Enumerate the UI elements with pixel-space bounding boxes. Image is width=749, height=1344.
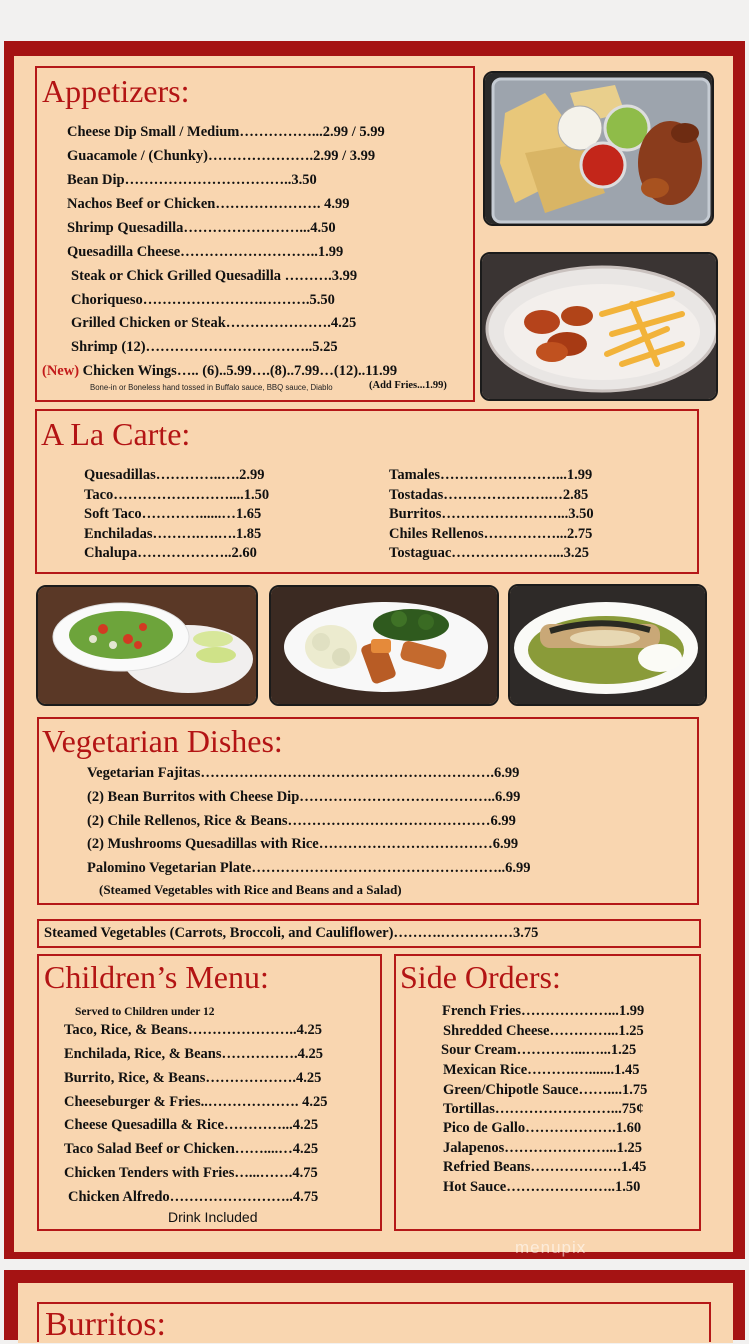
a-la-carte-item: Tostadas………………….…2.85 <box>389 487 589 503</box>
vegetarian-item: Vegetarian Fajitas…………………………………………………….6.99 <box>87 765 520 781</box>
new-tag: (New) <box>42 363 80 379</box>
appetizer-item: Shrimp (12)……………………………..5.25 <box>71 339 338 355</box>
a-la-carte-item: Burritos……………………...3.50 <box>389 506 594 522</box>
a-la-carte-item: Chalupa………………..2.60 <box>84 545 257 561</box>
vegetarian-item: (2) Mushrooms Quesadillas with Rice………………………………6.99 <box>87 836 519 852</box>
a-la-carte-title: A La Carte: <box>41 416 191 452</box>
side-item: Sour Cream…………...…...1.25 <box>441 1042 637 1058</box>
a-la-carte-item: Chiles Rellenos……………...2.75 <box>389 526 593 542</box>
appetizer-item: Guacamole / (Chunky)………………….2.99 / 3.99 <box>67 148 376 164</box>
enchiladas-photo <box>508 584 707 706</box>
appetizer-item: Quesadilla Cheese………………………..1.99 <box>67 244 344 260</box>
side-item: Tortillas……………………...75¢ <box>443 1101 644 1117</box>
childrens-item: Cheeseburger & Fries..………………. 4.25 <box>64 1094 328 1110</box>
side-item: Pico de Gallo……………….1.60 <box>443 1120 642 1136</box>
steamed-vegetables-item: Steamed Vegetables (Carrots, Broccoli, and Cauliflower)……….……………3.75 <box>44 925 539 941</box>
side-orders-title: Side Orders: <box>400 959 561 995</box>
drink-included-note: Drink Included <box>168 1209 258 1225</box>
pico-de-gallo-photo <box>36 585 258 706</box>
chicken-wings-line <box>42 363 397 380</box>
a-la-carte-item: Soft Taco…………......…1.65 <box>84 506 262 522</box>
a-la-carte-item: Enchiladas……….….….1.85 <box>84 526 262 542</box>
appetizer-item: Shrimp Quesadilla……………………...4.50 <box>67 220 336 236</box>
childrens-item: Burrito, Rice, & Beans……………….4.25 <box>64 1070 322 1086</box>
a-la-carte-item: Tamales……………………...1.99 <box>389 467 593 483</box>
a-la-carte-item: Taco……………………....1.50 <box>84 487 270 503</box>
side-item: Shredded Cheese…………...1.25 <box>443 1023 644 1039</box>
childrens-menu-title: Children’s Menu: <box>44 959 269 995</box>
grilled-chicken-veg-photo <box>269 585 499 706</box>
vegetarian-item: (2) Chile Rellenos, Rice & Beans……………………………………6.99 <box>87 813 516 829</box>
side-item: French Fries………………...1.99 <box>442 1003 645 1019</box>
appetizer-item: Bean Dip……………………………..3.50 <box>67 172 317 188</box>
wings-fries-photo <box>480 252 718 401</box>
vegetarian-item: (2) Bean Burritos with Cheese Dip…………………………………..6.99 <box>87 789 521 805</box>
childrens-item: Chicken Tenders with Fries…...…….4.75 <box>64 1165 318 1181</box>
appetizer-item: Steak or Chick Grilled Quesadilla ……….3.99 <box>71 268 358 284</box>
appetizer-item: Choriqueso…………………….……….5.50 <box>71 292 335 308</box>
childrens-item: Cheese Quesadilla & Rice…………...4.25 <box>64 1117 319 1133</box>
side-item: Hot Sauce…………………..1.50 <box>443 1179 641 1195</box>
a-la-carte-item: Tostaguac…………………...3.25 <box>389 545 590 561</box>
wings-note: Bone-in or Boneless hand tossed in Buffalo sauce, BBQ sauce, Diablo <box>90 383 333 392</box>
chicken-wings-prices: Chicken Wings….. (6)..5.99….(8)..7.99…(12)..11.99 <box>82 363 398 379</box>
vegetarian-item: Palomino Vegetarian Plate……………………………………………..6.99 <box>87 860 531 876</box>
watermark: menupix <box>515 1238 587 1257</box>
side-item: Green/Chipotle Sauce……....1.75 <box>443 1082 648 1098</box>
side-item: Refried Beans……………….1.45 <box>443 1159 647 1175</box>
side-item: Jalapenos…………………...1.25 <box>443 1140 642 1156</box>
appetizer-item: Grilled Chicken or Steak………………….4.25 <box>71 315 357 331</box>
nachos-photo <box>483 71 714 226</box>
childrens-item: Chicken Alfredo……………………..4.75 <box>68 1189 319 1205</box>
childrens-item: Enchilada, Rice, & Beans…………….4.25 <box>64 1046 323 1062</box>
burritos-title: Burritos: <box>45 1306 166 1343</box>
appetizer-item: Nachos Beef or Chicken…………………. 4.99 <box>67 196 350 212</box>
childrens-menu-subtitle: Served to Children under 12 <box>75 1006 215 1018</box>
add-fries-note: (Add Fries...1.99) <box>369 380 447 391</box>
childrens-item: Taco Salad Beef or Chicken……....…4.25 <box>64 1141 319 1157</box>
vegetarian-title: Vegetarian Dishes: <box>42 723 283 759</box>
appetizers-title: Appetizers: <box>42 73 190 109</box>
a-la-carte-item: Quesadillas…………..….2.99 <box>84 467 265 483</box>
vegetarian-note: (Steamed Vegetables with Rice and Beans and a Salad) <box>99 882 402 897</box>
side-item: Mexican Rice……….….......1.45 <box>443 1062 640 1078</box>
appetizer-item: Cheese Dip Small / Medium……………...2.99 / 5.99 <box>67 124 385 140</box>
childrens-item: Taco, Rice, & Beans…………………..4.25 <box>64 1022 323 1038</box>
